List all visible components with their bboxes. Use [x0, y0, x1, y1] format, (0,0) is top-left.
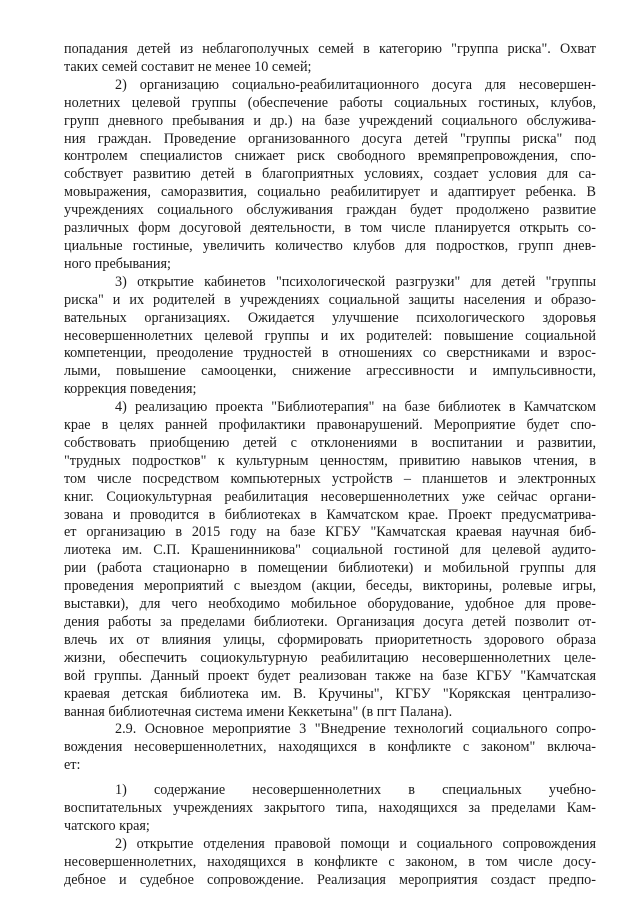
text-line: учреждениях социального обслуживания граждан будет продолжено развитие: [64, 202, 596, 219]
text-line: выставки), для чего необходимо мобильное оборудование, удобное для прове-: [64, 596, 596, 613]
text-line: чатского края;: [64, 817, 150, 834]
text-line: мовыражения, саморазвития, социально реабилитирует и адаптирует ребенка. В: [64, 184, 596, 201]
text-line: контролем специалистов снижает риск свободного времяпрепровождения, спо-: [64, 148, 596, 165]
text-line: групп дневного пребывания и др.) на базе учреждений социального обслужива-: [64, 112, 596, 129]
paragraph-item-4-bibliotherapy: [64, 399, 596, 721]
text-line: ного пребывания;: [64, 255, 171, 272]
text-line: 2) организацию социально-реабилитационного досуга для несовершен-: [115, 76, 596, 93]
text-line: крае в целях ранней профилактики правонарушений. Мероприятие будет спо-: [64, 417, 596, 434]
text-line: 3) открытие кабинетов "психологической разгрузки" для детей "группы: [115, 273, 596, 290]
text-line: различных форм досуговой деятельности, в том числе планируется открыть со-: [64, 220, 596, 237]
text-line: 1) содержание несовершеннолетних в специальных учебно-: [115, 782, 596, 799]
text-line: влечь их от влияния улицы, сформировать приоритетность здорового образа: [64, 631, 596, 648]
text-line: ния граждан. Проведение организованного досуга детей "группы риска" под: [64, 130, 596, 147]
text-line: собствовать приобщению детей с отклонениями в воспитании и развитии,: [64, 434, 596, 451]
text-line: вательных организациях. Ожидается улучшение психологического здоровья: [64, 309, 596, 326]
text-line: книг. Социокультурная реабилитация несовершеннолетних уже сейчас органи-: [64, 488, 596, 505]
text-line: нолетних целевой группы (обеспечение работы социальных гостиных, клубов,: [64, 94, 596, 111]
text-line: лиотека им. С.П. Крашенинникова" социальной гостиной для целевой аудито-: [64, 542, 596, 559]
text-line: 4) реализацию проекта "Библиотерапия" на базе библиотек в Камчатском: [115, 399, 596, 416]
text-line: "трудных подростков" к культурным ценностям, привитию навыков чтения, в: [64, 452, 596, 469]
text-line: попадания детей из неблагополучных семей в категорию "группа риска". Охват: [64, 41, 596, 57]
text-line: несовершеннолетних целевой группы и их родителей: повышение социальной: [64, 327, 596, 344]
text-line: вождения несовершеннолетних, находящихся в конфликте с законом" включа-: [64, 739, 596, 756]
text-line: рии (работа стационарно в помещении библиотеки) и мобильной группы для: [64, 560, 596, 577]
text-line: риска" и их родителей в учреждениях социальной защиты населения и образо-: [64, 291, 596, 308]
text-line: несовершеннолетних, находящихся в конфликте с законом, в том числе досу-: [64, 853, 596, 870]
text-line: собствует развитию детей в благоприятных условиях, создает условия для са-: [64, 166, 596, 183]
text-line: ет организацию в 2015 году на базе КГБУ "Камчатская краевая научная биб-: [64, 524, 596, 541]
text-line: циальные гостиные, увеличить количество клубов для подростков, групп днев-: [64, 237, 596, 254]
text-line: коррекция поведения;: [64, 381, 197, 398]
text-line: вой группы. Данный проект будет реализован также на базе КГБУ "Камчатская: [64, 667, 596, 684]
text-line: проведения мероприятий с выездом (акции, беседы, викторины, ролевые игры,: [64, 578, 596, 595]
text-line: том числе посредством компьютерных устройств – планшетов и электронных: [64, 470, 596, 487]
text-line: зована и проводится в библиотеках в Камчатском крае. Проект предусматрива-: [64, 506, 596, 523]
paragraph-item-1-special-institutions: [64, 782, 596, 836]
text-line: таких семей составит не менее 10 семей;: [64, 58, 312, 75]
text-line: дебное и судебное сопровождение. Реализация мероприятия создаст предпо-: [64, 871, 596, 888]
paragraph-item-3-psych-relief: [64, 274, 596, 399]
text-line: дения работы за пределами библиотеки. Организация досуга детей позволит от-: [64, 614, 596, 630]
text-line: жизни, обеспечить социокультурную реабилитацию несовершеннолетних целе-: [64, 649, 596, 666]
text-line: воспитательных учреждениях закрытого типа, находящихся за пределами Кам-: [64, 800, 596, 817]
text-line: ванная библиотечная система имени Кеккетына" (в пгт Палана).: [64, 703, 453, 720]
text-line: лыми, повышение самооценки, снижение агрессивности и импульсивности,: [64, 363, 596, 380]
paragraph-2-9-main-event-3: [64, 721, 596, 775]
text-line: компетенции, преодоление трудностей в отношениях со сверстниками и взрос-: [64, 345, 596, 362]
text-line: ет:: [64, 757, 81, 774]
paragraph-item-2-leisure: [64, 77, 596, 274]
text-line: 2.9. Основное мероприятие 3 "Внедрение технологий социального сопро-: [115, 721, 596, 738]
paragraph-outreach-tail: [64, 41, 596, 77]
text-line: краевая детская библиотека им. В. Кручины", КГБУ "Корякская централизо-: [64, 685, 596, 702]
paragraph-item-2-legal-aid: [64, 836, 596, 890]
document-body: [64, 41, 596, 890]
text-line: 2) открытие отделения правовой помощи и социального сопровождения: [115, 835, 596, 852]
